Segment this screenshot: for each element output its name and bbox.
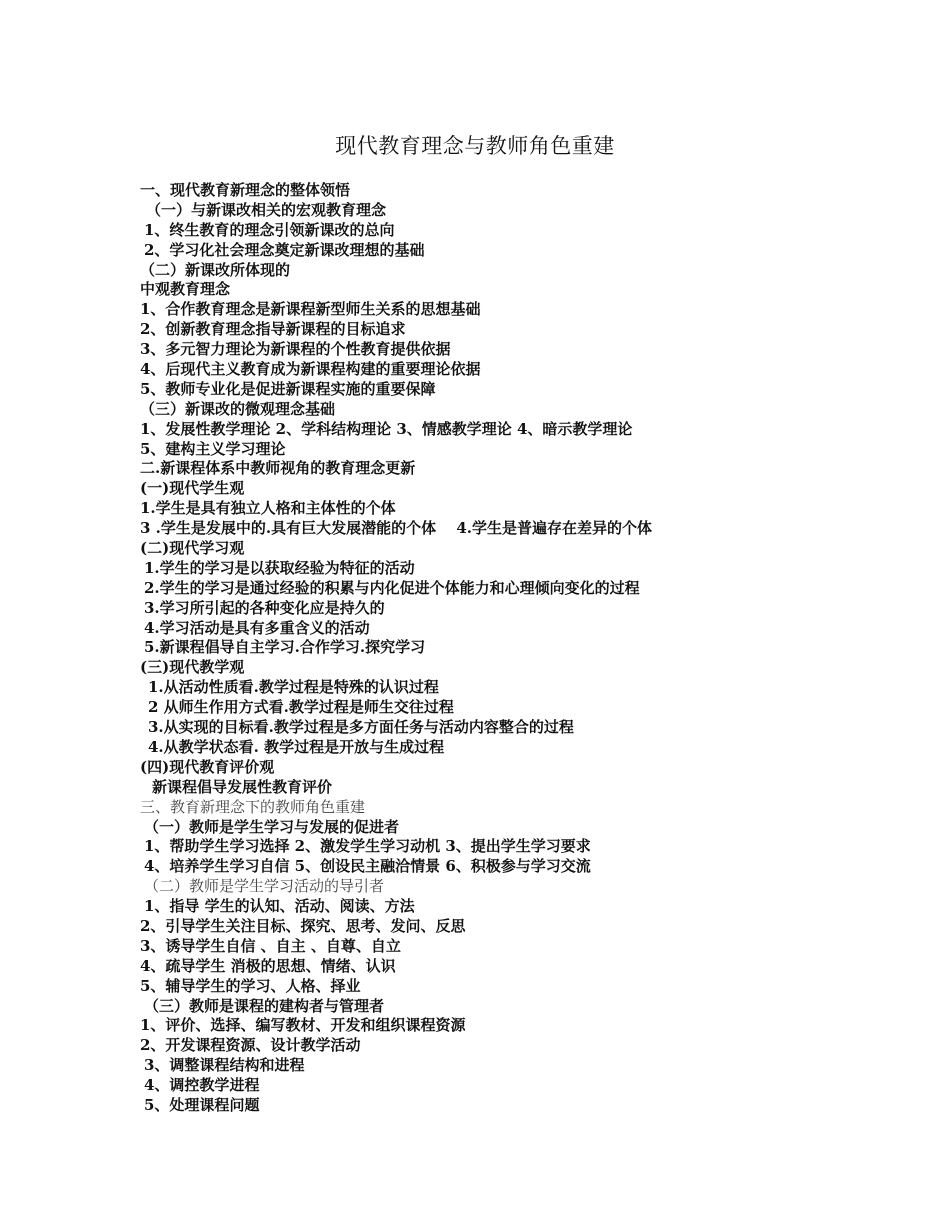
document-body	[140, 181, 920, 1116]
list-item: 2、学习化社会理念奠定新课改理想的基础	[144, 240, 425, 259]
list-item: 5、辅导学生的学习、人格、择业	[140, 976, 361, 995]
list-item: 3 .学生是发展中的.具有巨大发展潜能的个体 4.学生是普遍存在差异的个体	[140, 519, 652, 538]
subheading: (三)现代教学观	[140, 658, 245, 677]
subheading: (四)现代教育评价观	[140, 757, 275, 776]
list-item: 1、发展性教学理论 2、学科结构理论 3、情感教学理论 4、暗示教学理论	[140, 419, 633, 438]
list-item: 1.从活动性质看.教学过程是特殊的认识过程	[148, 678, 439, 697]
heading-1: 一、现代教育新理念的整体领悟	[140, 181, 351, 199]
heading-2: 二.新课程体系中教师视角的教育理念更新	[140, 459, 416, 478]
subheading: （二）教师是学生学习活动的导引者	[144, 877, 385, 896]
list-item: 3.学习所引起的各种变化应是持久的	[144, 598, 385, 617]
subheading: （三）教师是课程的建构者与管理者	[144, 996, 385, 1015]
list-item: 3、调整课程结构和进程	[144, 1056, 305, 1075]
list-item: 2.学生的学习是通过经验的积累与内化促进个体能力和心理倾向变化的过程	[144, 578, 640, 597]
subheading-continued: 中观教育理念	[140, 280, 231, 299]
subheading: （一）与新课改相关的宏观教育理念	[146, 200, 387, 219]
list-item: 4、疏导学生 消极的思想、情绪、认识	[140, 956, 396, 975]
list-item: 1、终生教育的理念引领新课改的总向	[144, 220, 395, 239]
list-item: 4.学习活动是具有多重含义的活动	[144, 618, 370, 637]
list-item: 5.新课程倡导自主学习.合作学习.探究学习	[144, 638, 426, 657]
list-item: 1、合作教育理念是新课程新型师生关系的思想基础	[140, 300, 481, 319]
list-item: 2、引导学生关注目标、探究、思考、发问、反思	[140, 916, 466, 935]
list-item: 2、开发课程资源、设计教学活动	[140, 1036, 361, 1055]
heading-3: 三、教育新理念下的教师角色重建	[140, 797, 366, 816]
subheading: （一）教师是学生学习与发展的促进者	[144, 817, 400, 836]
list-item: 4、调控教学进程	[144, 1076, 260, 1095]
list-item: 2 从师生作用方式看.教学过程是师生交往过程	[148, 698, 454, 717]
list-item: 3.从实现的目标看.教学过程是多方面任务与活动内容整合的过程	[148, 718, 574, 737]
document-title: 现代教育理念与教师角色重建	[335, 134, 615, 158]
list-item: 5、教师专业化是促进新课程实施的重要保障	[140, 379, 436, 398]
list-item: 1、帮助学生学习选择 2、激发学生学习动机 3、提出学生学习要求	[144, 837, 591, 856]
list-item: 4、培养学生学习自信 5、创设民主融洽情景 6、积极参与学习交流	[144, 857, 591, 876]
list-item: 5、建构主义学习理论	[140, 439, 286, 458]
list-item: 3、多元智力理论为新课程的个性教育提供依据	[140, 340, 451, 359]
list-item: 2、创新教育理念指导新课程的目标追求	[140, 320, 406, 339]
list-item: 5、处理课程问题	[144, 1095, 260, 1114]
list-item: 4、后现代主义教育成为新课程构建的重要理论依据	[140, 360, 481, 379]
list-item: 1、评价、选择、编写教材、开发和组织课程资源	[140, 1016, 466, 1035]
list-item: 4.从教学状态看. 教学过程是开放与生成过程	[148, 737, 445, 756]
list-item: 新课程倡导发展性教育评价	[152, 777, 333, 796]
list-item: 1、指导 学生的认知、活动、阅读、方法	[144, 897, 415, 916]
list-item: 3、诱导学生自信 、自主 、自尊、自立	[140, 936, 401, 955]
subheading: (一)现代学生观	[140, 479, 245, 498]
list-item: 1.学生是具有独立人格和主体性的个体	[140, 499, 396, 518]
subheading: (二)现代学习观	[140, 539, 245, 558]
subheading: （二）新课改所体现的	[140, 260, 291, 279]
subheading: （三）新课改的微观理念基础	[140, 399, 336, 418]
list-item: 1.学生的学习是以获取经验为特征的活动	[144, 558, 415, 577]
